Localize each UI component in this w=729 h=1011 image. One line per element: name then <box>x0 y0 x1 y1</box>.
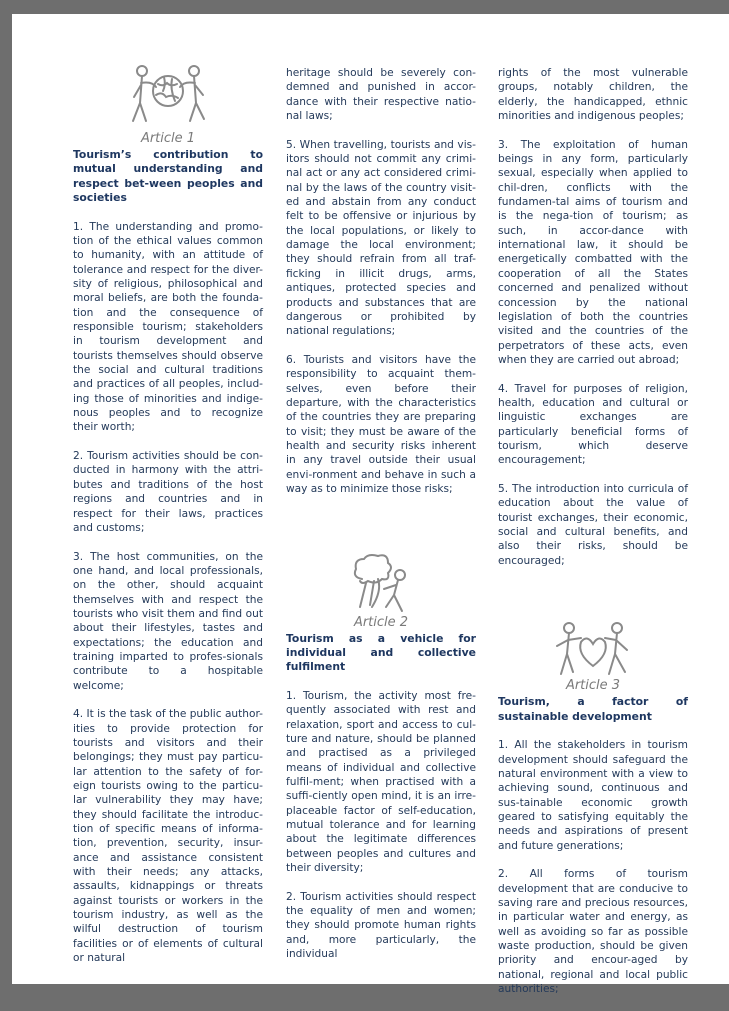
article-label: Article 3 <box>565 678 621 694</box>
article-2-paragraph-5: 5. The introduction into curricula of education about the value of tourist exchanges, their economic, social and cultural benefits, and also their risks, should be encouraged; <box>498 482 688 567</box>
article-1-paragraph-3: 3. The host communities, on the one hand, and local professionals, on the other, should acquaint themselves with and respect the tourists who visit them and find out about their lifestyles, tastes and expectations; the education and training imparted to profes-sionals contribute to a hospitable welcome; <box>73 550 263 692</box>
people-heart-icon <box>498 620 688 678</box>
article-3-paragraph-1: 1. All the stakeholders in tourism development should safeguard the natural environment with a view to achieving sound, continuous and sus-tainable economic growth geared to satisfying equitably the needs and aspirations of present and future generations; <box>498 739 688 852</box>
article-label: Article 1 <box>140 131 196 146</box>
column-1 <box>73 59 263 980</box>
article-1-paragraph-2: 2. Tourism activities should be con-ducted in harmony with the attri-butes and traditions of the host regions and countries and in respect for their laws, practices and customs; <box>73 450 263 534</box>
article-3-header <box>498 620 688 693</box>
column-3 <box>498 66 688 1011</box>
article-label: Article 2 <box>353 614 409 630</box>
article-1-paragraph-6: 6. Tourists and visitors have the responsibility to acquaint them-selves, even before their departure, with the characteristics of the countries they are preparing to visit; they must be aware of the health and security risks inherent in any travel outside their usual envi-ronment and behave in such a way as to minimize those risks; <box>286 353 476 495</box>
article-1-paragraph-4: 4. It is the task of the public author-ities to provide protection for tourists and visitors and their belongings; they must pay particu-lar attention to the safety of for-eign tourists owing to the particu-lar vulnerability they may have; they should facilitate the introduc-tion of specific means of informa-tion, prevention, security, insur-ance and assistance consistent with their needs; any attacks, assaults, kidnappings or threats against tourists or workers in the tourism industry, as well as the wilful destruction of tourism facilities or of elements of cultural or natural <box>73 708 263 965</box>
article-2-paragraph-3: 3. The exploitation of human beings in any form, particularly sexual, especially when applied to chil-dren, conflicts with the fundamen-tal aims of tourism and is the nega-tion of tourism; as such, in accor-dance with international law, it should be energetically combatted with the cooperation of all the States concerned and penalized without concession by the national legislation of both the countries visited and the countries of the perpetrators of these acts, even when they are carried out abroad; <box>498 138 688 366</box>
article-2-paragraph-2-cont: rights of the most vulnerable groups, notably children, the elderly, the handicapped, ethnic minorities and indigenous peoples; <box>498 67 688 123</box>
article-title: Tourism as a vehicle for individual and collective fulfilment <box>286 631 476 674</box>
article-1-header <box>73 59 263 146</box>
article-2-header <box>286 551 476 630</box>
article-1-paragraph-4-cont: heritage should be severely con-demned and punished in accor-dance with their respective natio-nal laws; <box>286 67 476 123</box>
article-2-paragraph-2: 2. Tourism activities should respect the equality of men and women; they should promote human rights and, more particularly, the individual <box>286 890 476 961</box>
article-2-paragraph-1: 1. Tourism, the activity most fre-quently associated with rest and relaxation, sport and access to cul-ture and nature, should be planned and practised as a privileged means of individual and collective fulfil-ment; when practised with a suffi-ciently open mind, it is an irre-placeable factor of self-education, mutual tolerance and for learning about the legitimate differences between peoples and cultures and their diversity; <box>286 689 476 874</box>
article-1-paragraph-1: 1. The understanding and promo-tion of the ethical values common to humanity, with an attitude of tolerance and respect for the diver-sity of religious, philosophical and moral beliefs, are both the founda-tion and the consequence of responsible tourism; stakeholders in tourism development and tourists themselves should observe the social and cultural traditions and practices of all peoples, includ-ing those of minorities and indige-nous peoples and to recognize their worth; <box>73 220 263 434</box>
article-2-paragraph-4: 4. Travel for purposes of religion, health, education and cultural or linguistic exchanges are particularly beneficial forms of tourism, which deserve encouragement; <box>498 382 688 467</box>
article-1-paragraph-5: 5. When travelling, tourists and vis-itors should not commit any crimi-nal act or any act considered crimi-nal by the laws of the country visit-ed and abstain from any conduct felt to be offensive or injurious by the local populations, or likely to damage the local environment; they should refrain from all traf-ficking in illicit drugs, arms, antiques, protected species and products and substances that are dangerous or prohibited by national regulations; <box>286 138 476 338</box>
tree-person-icon <box>286 551 476 615</box>
article-title: Tourism’s contribution to mutual understanding and respect bet-ween peoples and societies <box>73 148 263 205</box>
column-2 <box>286 66 476 976</box>
document-page <box>12 14 729 996</box>
article-title: Tourism, a factor of sustainable development <box>498 695 688 723</box>
people-globe-icon <box>73 59 263 131</box>
article-3-paragraph-2: 2. All forms of tourism development that are conducive to saving rare and precious resources, in particular water and energy, as well as avoiding so far as possible waste production, should be given priority and encour-aged by national, regional and local public authorities; <box>498 868 688 996</box>
